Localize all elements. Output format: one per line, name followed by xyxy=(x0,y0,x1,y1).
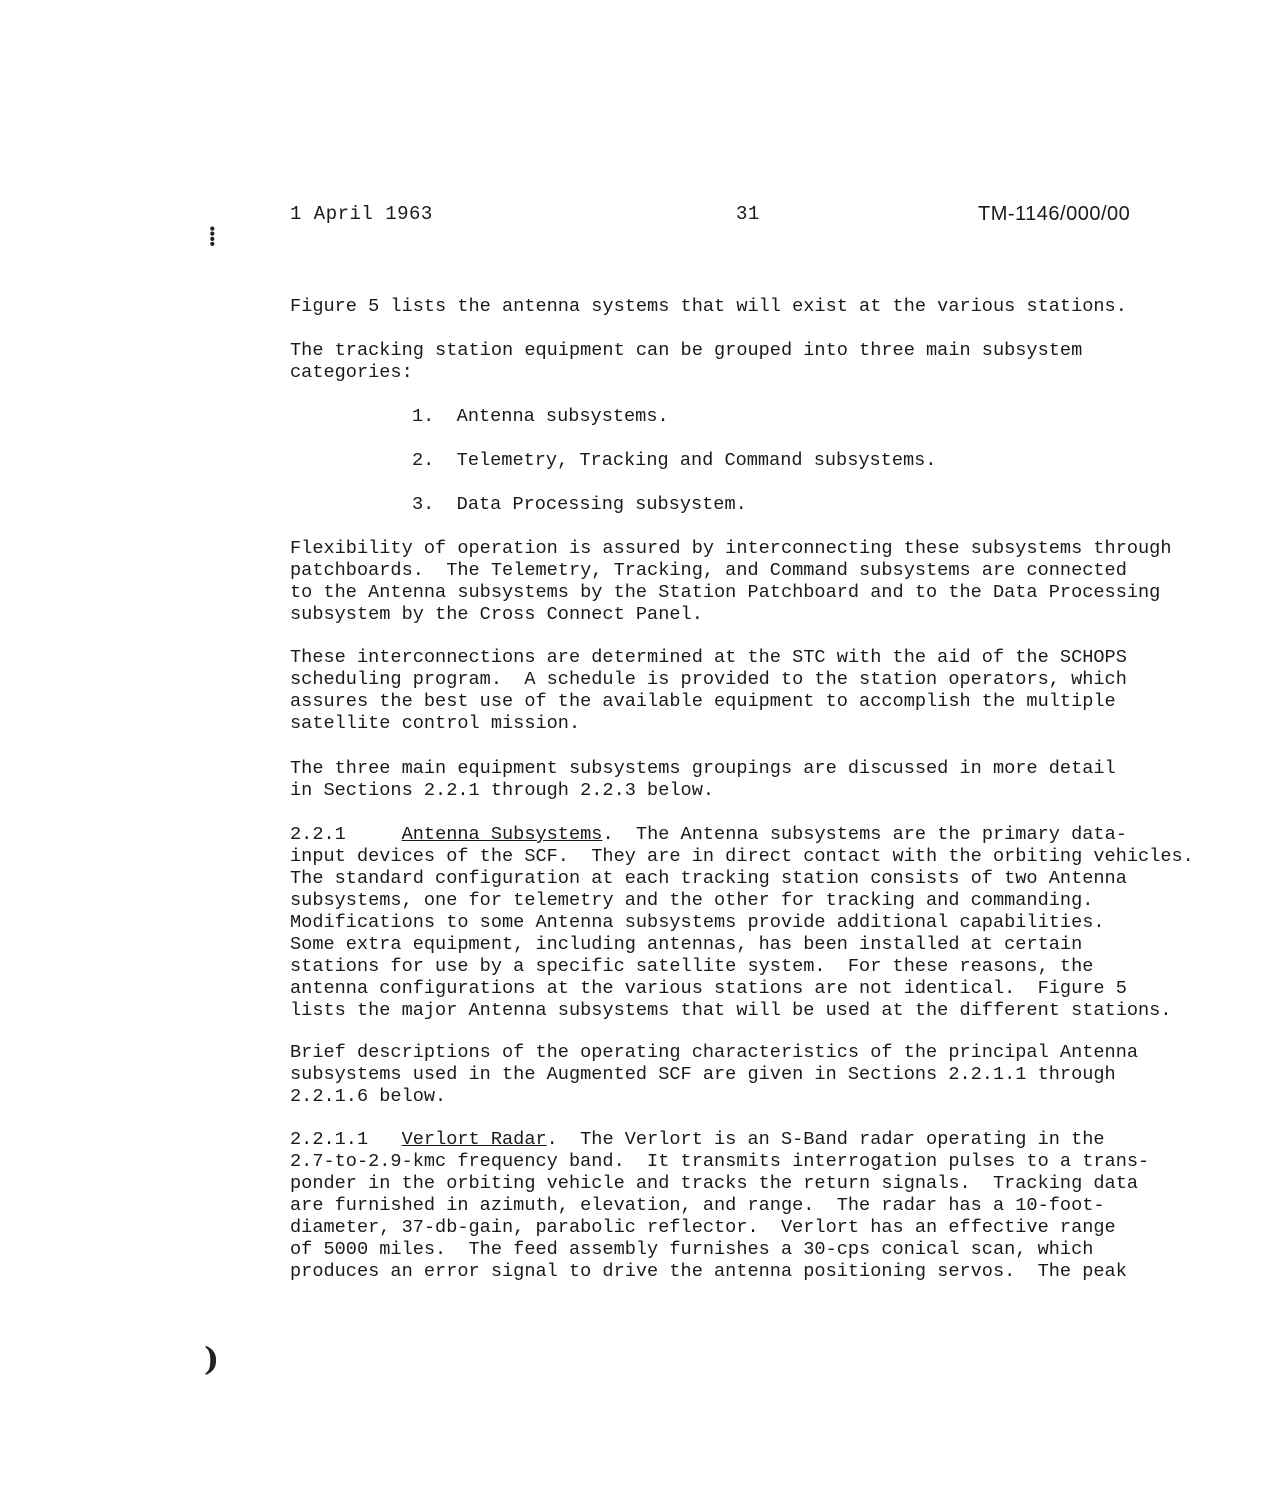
paragraph-interconnections: These interconnections are determined at the STC with the aid of the SCHOPS scheduling program. A schedule is provided to the station operators, which assures the best use of the available equipment to accomplish the multiple satellite control mission. xyxy=(290,647,1127,734)
list-item-number: 1. xyxy=(412,406,435,427)
list-item-text: Data Processing subsystem. xyxy=(456,494,747,515)
list-item-number: 2. xyxy=(412,450,435,471)
paragraph-groupings: The three main equipment subsystems groupings are discussed in more detail in Sections 2.2.1 through 2.2.3 below. xyxy=(290,758,1116,801)
section-body-text: input devices of the SCF. They are in direct contact with the orbiting vehicles. The standard configuration at each tracking station consists of two Antenna subsystems, one for telemetry and the other for tracking and commanding. Modifications to some Antenna subsystems provide additional capabilities. Some extra equipment, including antennas, has been installed at certain stations for use by a specific satellite system. For these reasons, the antenna configurations at the various stations are not identical. Figure 5 lists the major Antenna subsystems that will be used at the different stations. xyxy=(290,846,1194,1021)
list-item xyxy=(412,450,936,471)
section-antenna-subsystems xyxy=(290,824,1200,1022)
list-item xyxy=(412,406,669,427)
section-body-text: 2.7-to-2.9-kmc frequency band. It transmits interrogation pulses to a trans- ponder in the orbiting vehicle and tracks the return signals. Tracking data are furnished in azimuth, elevation, and range. The radar has a 10-foot- diameter, 37-db-gain, parabolic reflector. Verlort has an effective range of 5000 miles. The feed assembly furnishes a 30-cps conical scan, which produces an error signal to drive the antenna positioning servos. The peak xyxy=(290,1151,1150,1282)
document-id: TM-1146/000/00 xyxy=(978,203,1131,225)
section-verlort-radar xyxy=(290,1129,1200,1283)
margin-mark-icon: ⁞ xyxy=(208,222,217,252)
paragraph-subsystem-intro: The tracking station equipment can be grouped into three main subsystem categories: xyxy=(290,340,1083,383)
margin-mark-icon: ) xyxy=(204,1340,220,1378)
section-title: Antenna Subsystems xyxy=(401,824,603,845)
paragraph-figure-ref: Figure 5 lists the antenna systems that will exist at the various stations. xyxy=(290,296,1127,317)
header-date: 1 April 1963 xyxy=(290,203,433,225)
section-number: 2.2.1 xyxy=(290,824,346,845)
page-number: 31 xyxy=(736,203,760,225)
list-item-text: Telemetry, Tracking and Command subsystems. xyxy=(456,450,937,471)
paragraph-brief-descriptions: Brief descriptions of the operating characteristics of the principal Antenna subsystems used in the Augmented SCF are given in Sections 2.2.1.1 through 2.2.1.6 below. xyxy=(290,1042,1139,1107)
section-lead-text: . The Antenna subsystems are the primary data- xyxy=(602,824,1127,845)
paragraph-flexibility: Flexibility of operation is assured by interconnecting these subsystems through patchboards. The Telemetry, Tracking, and Command subsystems are connected to the Antenna subsystems by the Station Patchboard and to the Data Processing subsystem by the Cross Connect Panel. xyxy=(290,538,1172,625)
section-lead-text: . The Verlort is an S-Band radar operating in the xyxy=(546,1129,1105,1150)
list-item xyxy=(412,494,747,515)
section-title: Verlort Radar xyxy=(401,1129,547,1150)
section-number: 2.2.1.1 xyxy=(290,1129,369,1150)
list-item-number: 3. xyxy=(412,494,435,515)
list-item-text: Antenna subsystems. xyxy=(456,406,669,427)
